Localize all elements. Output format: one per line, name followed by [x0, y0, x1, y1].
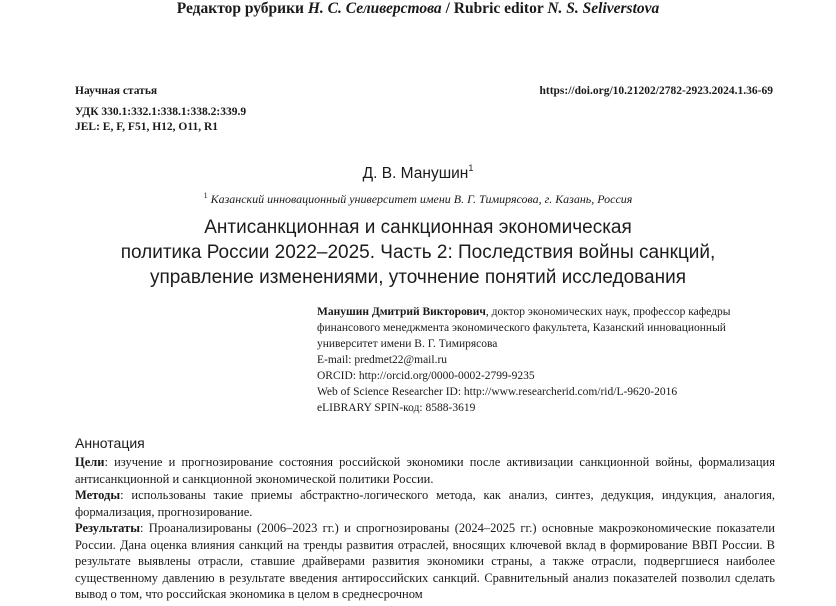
affiliation-text: Казанский инновационный университет имени В. Г. Тимирясова, г. Казань, Россия: [210, 192, 633, 206]
author-bio: [317, 304, 779, 352]
editor-name-en: N. S. Seliverstova: [547, 0, 660, 17]
article-title: [0, 215, 836, 290]
affiliation: [0, 188, 836, 207]
editor-label-en: Rubric editor: [453, 0, 544, 17]
doi-link[interactable]: https://doi.org/10.21202/2782-2923.2024.1.36-69: [539, 85, 773, 97]
affiliation-mark: 1: [203, 191, 208, 200]
results-label: Результаты: [75, 521, 140, 535]
abstract-methods: [75, 487, 775, 520]
abstract-heading: Аннотация: [75, 435, 145, 451]
editor-name: Н. С. Селиверстова: [307, 0, 442, 17]
abstract-goals: [75, 454, 775, 487]
header-separator: /: [445, 0, 450, 17]
title-line-1: Антисанкционная и санкционная экономическая: [204, 217, 632, 238]
abstract-results: [75, 520, 775, 603]
title-line-3: управление изменениями, уточнение понятий исследования: [149, 267, 687, 288]
author-email[interactable]: E-mail: predmet22@mail.ru: [317, 354, 448, 366]
author-orcid[interactable]: ORCID: http://orcid.org/0000-0002-2799-9235: [317, 370, 535, 382]
author-name: Д. В. Манушин: [362, 165, 469, 182]
author-elibrary: eLIBRARY SPIN-код: 8588-3619: [317, 402, 476, 414]
author-line: [0, 158, 836, 184]
author-mark: 1: [468, 163, 474, 173]
abstract-body: [75, 454, 775, 603]
article-type: Научная статья: [75, 85, 158, 97]
udc-code: УДК 330.1:332.1:338.1:338.2:339.9: [75, 106, 247, 118]
author-wos-id[interactable]: Web of Science Researcher ID: http://www.researcherid.com/rid/L-9620-2016: [317, 386, 678, 398]
results-text: : Проанализированы (2006–2023 гг.) и спрогнозированы (2024–2025 гг.) основные макроэкономические показатели России. Дана оценка влияния санкций на тренды развития отраслей, вносящих ключевой вклад в формирование ВВП России. В результате выявлены отрасли, ставшие драйверами развития экономики страны, а также отрасли, подвергшиеся наиболее существенному давлению в результате введения антироссийских санкций. Сравнительный анализ показателей позволил сделать вывод о том, что российская экономика в целом в среднесрочном: [75, 521, 775, 601]
methods-label: Методы: [75, 488, 121, 502]
methods-text: : использованы такие приемы абстрактно-логического метода, как анализ, синтез, дедукция, индукция, аналогия, формализация, прогнозирование.: [75, 488, 775, 519]
editor-label: Редактор рубрики: [176, 0, 304, 17]
jel-code: JEL: E, F, F51, H12, O11, R1: [75, 121, 219, 133]
author-description: , доктор экономических наук, профессор кафедры финансового менеджмента экономического факультета, Казанский инновационный университет имени В. Г. Тимирясова: [317, 306, 731, 350]
goals-label: Цели: [75, 455, 105, 469]
title-line-2: политика России 2022–2025. Часть 2: Последствия войны санкций,: [120, 242, 716, 263]
rubric-editor-header: [0, 0, 836, 18]
article-meta: [75, 84, 246, 135]
author-full-name: Манушин Дмитрий Викторович: [317, 306, 486, 318]
goals-text: : изучение и прогнозирование состояния российской экономики после активизации санкционной войны, формализация антисанкционной и санкционной экономической политики России.: [75, 455, 775, 486]
author-info: [317, 304, 779, 416]
